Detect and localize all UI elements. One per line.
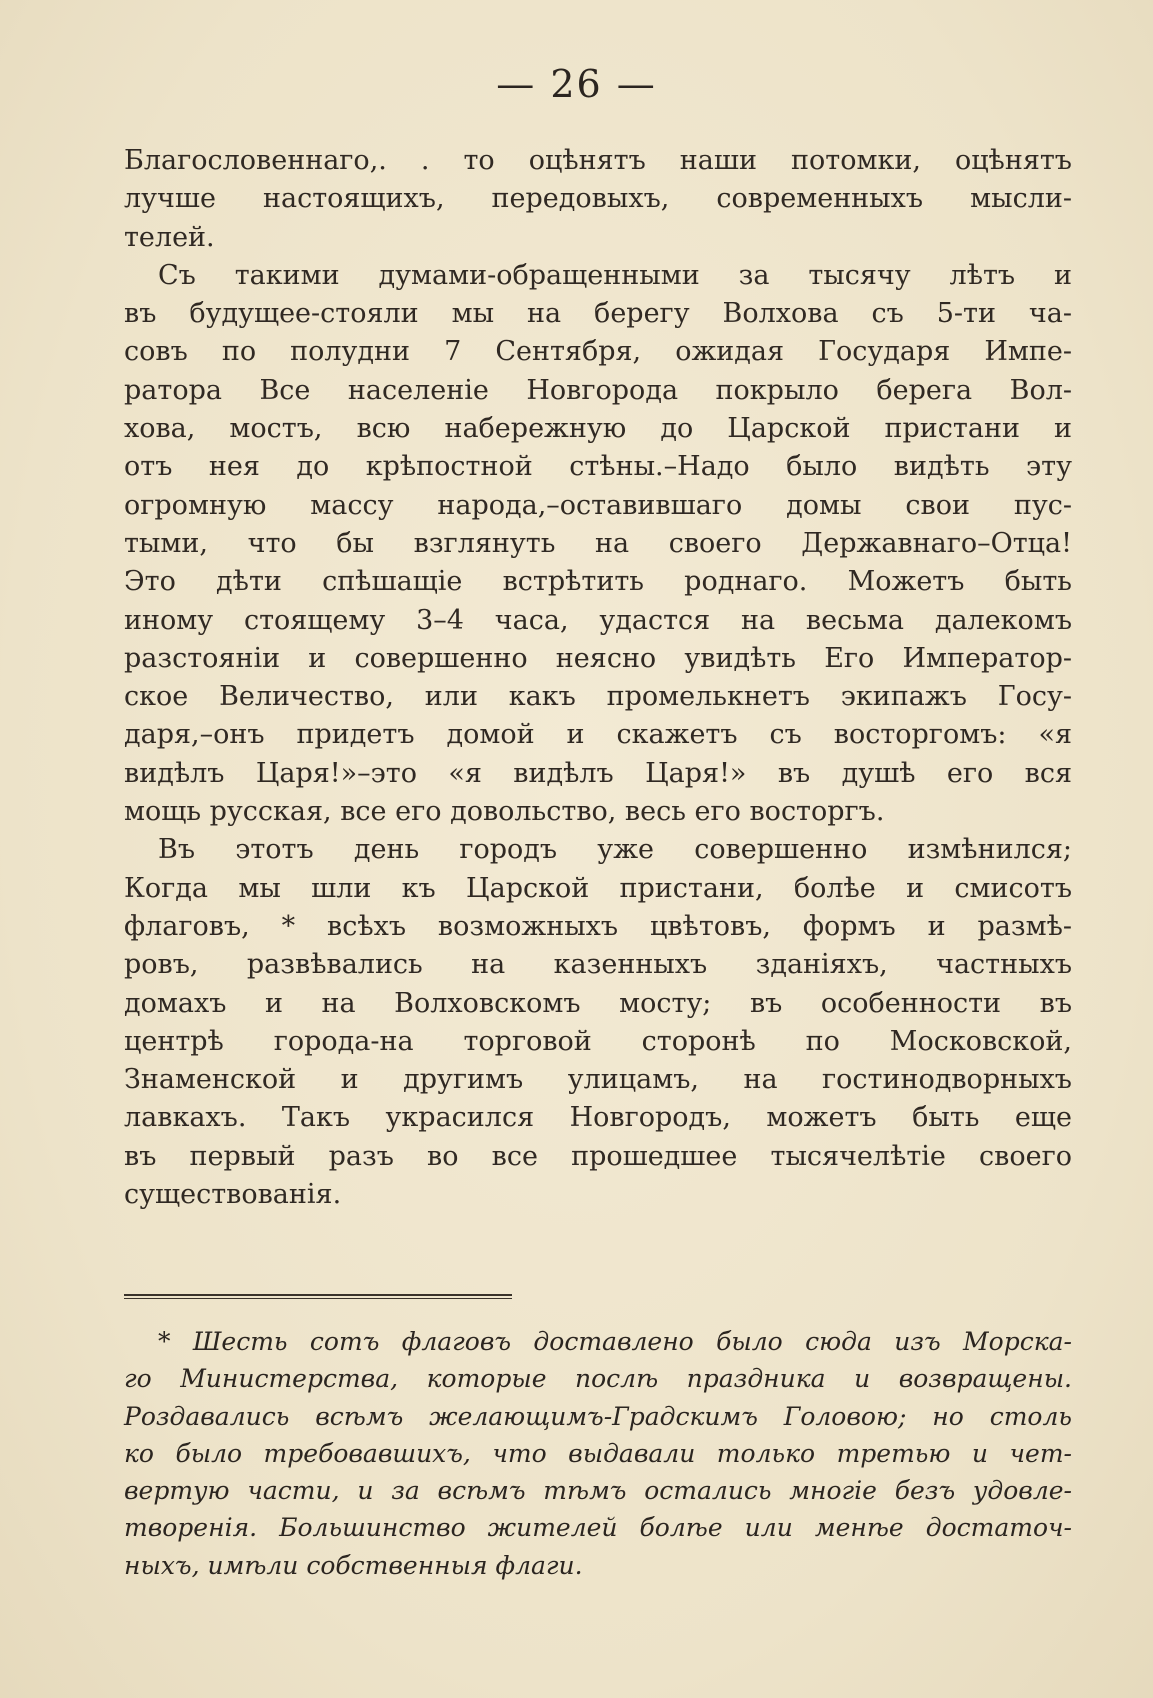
text-line: Съ такими думами-обращенными за тысячу лѣтъ и — [158, 259, 1072, 291]
text-line: иному стоящему 3–4 часа, удастся на весьма далекомъ — [124, 604, 1072, 636]
footnote-divider — [124, 1294, 512, 1299]
footnote-line: творенія. Большинство жителей болѣе или менѣе достаточ- — [124, 1513, 1072, 1543]
text-line: центрѣ города-на торговой сторонѣ по Московской, — [124, 1025, 1072, 1057]
footnote-line: * Шесть сотъ флаговъ доставлено было сюда изъ Морска- — [158, 1327, 1072, 1356]
text-line: Благословеннаго,. . то оцѣнятъ наши потомки, оцѣнятъ — [124, 145, 1072, 176]
footnote-line: ко было требовавшихъ, что выдавали только третью и чет- — [124, 1438, 1072, 1468]
text-line: Это дѣти спѣшащіе встрѣтить роднаго. Можетъ быть — [124, 566, 1072, 598]
page-number: — 26 — — [496, 62, 657, 106]
text-line: лавкахъ. Такъ украсился Новгородъ, можетъ быть еще — [124, 1102, 1072, 1134]
text-line: мощь русская, все его довольство, весь его восторгъ. — [124, 796, 885, 828]
text-line: отъ нея до крѣпостной стѣны.–Надо было видѣть эту — [124, 451, 1072, 483]
text-line: существованія. — [124, 1179, 342, 1211]
text-line: въ будущее-стояли мы на берегу Волхова съ 5-ти ча- — [124, 298, 1072, 330]
text-line: огромную массу народа,–оставившаго домы свои пус- — [124, 489, 1072, 521]
text-line: флаговъ, * всѣхъ возможныхъ цвѣтовъ, формъ и размѣ- — [124, 910, 1072, 942]
footnote-line: Роздавались всѣмъ желающимъ-Градскимъ Головою; но столь — [124, 1401, 1072, 1431]
text-line: Когда мы шли къ Царской пристани, болѣе и смисотъ — [124, 872, 1072, 904]
text-line: телей. — [124, 221, 215, 253]
text-line: видѣлъ Царя!»–это «я видѣлъ Царя!» въ душѣ его вся — [124, 757, 1072, 789]
text-line: Въ этотъ день городъ уже совершенно измѣнился; — [158, 834, 1072, 866]
text-line: даря,–онъ придетъ домой и скажетъ съ восторгомъ: «я — [124, 719, 1072, 751]
text-line: ское Величество, или какъ промелькнетъ экипажъ Госу- — [124, 681, 1072, 713]
footnote-line: вертую части, и за всѣмъ тѣмъ остались многіе безъ удовле- — [124, 1476, 1072, 1506]
text-line: въ первый разъ во все прошедшее тысячелѣтіе своего — [124, 1140, 1072, 1172]
text-line: тыми, что бы взглянуть на своего Державнаго–Отца! — [124, 527, 1072, 559]
footnote-line: го Министерства, которые послѣ праздника и возвращены. — [124, 1364, 1072, 1394]
text-line: совъ по полудни 7 Сентября, ожидая Государя Импе- — [124, 336, 1072, 368]
body-text — [124, 142, 1072, 1214]
text-line: разстояніи и совершенно неясно увидѣть Его Император- — [124, 642, 1072, 674]
text-line: ровъ, развѣвались на казенныхъ зданіяхъ, частныхъ — [124, 949, 1072, 981]
footnote — [124, 1323, 1072, 1584]
footnote-line: ныхъ, имѣли собственныя флаги. — [124, 1550, 583, 1580]
text-line: Знаменской и другимъ улицамъ, на гостинодворныхъ — [124, 1064, 1072, 1096]
text-line: домахъ и на Волховскомъ мосту; въ особенности въ — [124, 987, 1072, 1019]
text-line: ратора Все населеніе Новгорода покрыло берега Вол- — [124, 374, 1072, 406]
text-line: хова, мостъ, всю набережную до Царской пристани и — [124, 413, 1072, 445]
text-line: лучше настоящихъ, передовыхъ, современныхъ мысли- — [124, 183, 1072, 215]
